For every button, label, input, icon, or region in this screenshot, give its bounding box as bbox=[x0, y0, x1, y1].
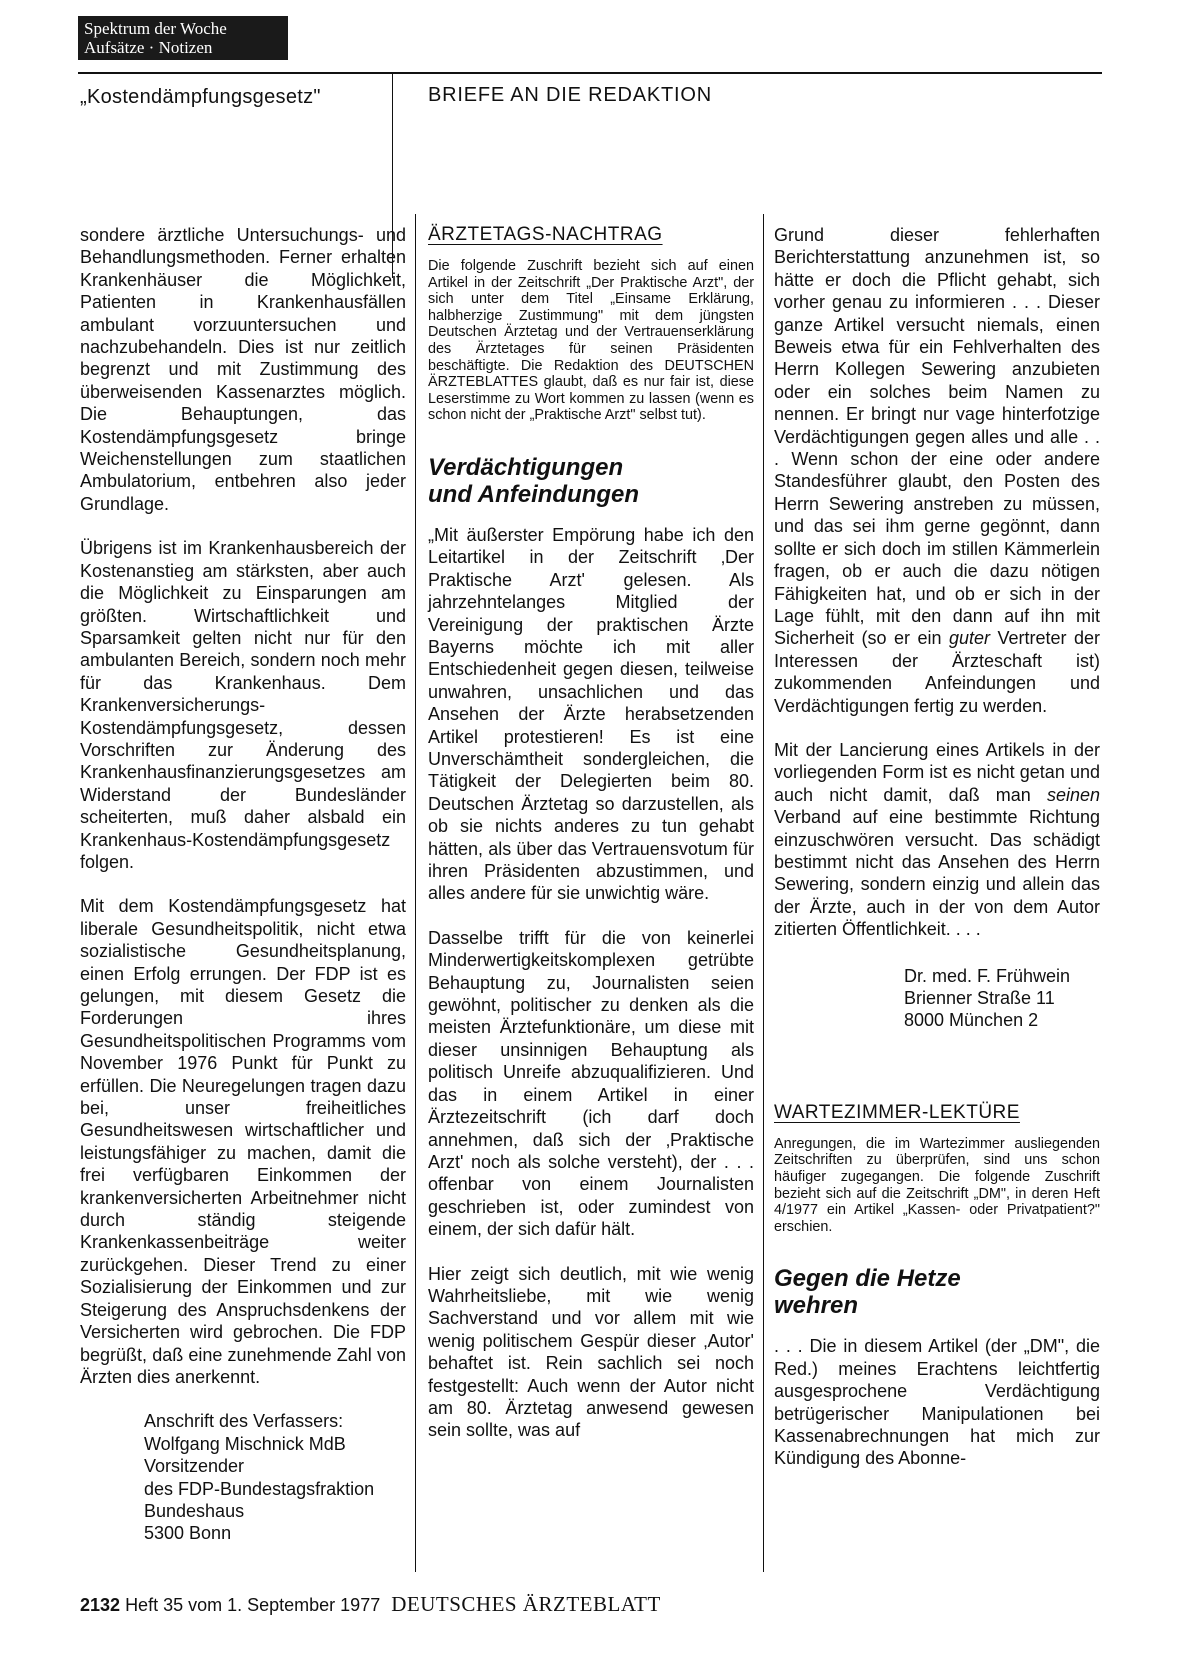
column-2 bbox=[428, 224, 754, 1442]
issue-info: Heft 35 vom 1. September 1977 bbox=[125, 1595, 381, 1615]
text-run: Verband auf eine bestimmte Richtung einzuschwören versucht. Das schädigt bestimmt nicht das Ansehen des Herrn Sewering, sondern einzig und allein das der Ärzte, auch in der von dem Autor zitierten Öffentlichkeit. . . . bbox=[774, 807, 1100, 940]
address-line: Anschrift des Verfassers: bbox=[144, 1411, 344, 1432]
paragraph: Übrigens ist im Krankenhausbereich der Kostenanstieg am stärksten, aber auch die Möglichkeit zu Einsparungen am größten. Wirtschaftlichkeit und Sparsamkeit gelten nicht nur für den ambulanten Bereich, sondern noch mehr für das Krankenhaus. Dem Krankenversicherungs-Kostendämpfungsgesetz, dessen Vorschriften zur Änderung des Krankenhausfinanzierungsgesetzes am Widerstand der Bundesländer scheiterten, muß daher alsbald ein Krankenhaus-Kostendämpfungsgesetz folgen. bbox=[80, 538, 406, 872]
paragraph bbox=[774, 739, 1100, 941]
badge-line-2: Aufsätze · Notizen bbox=[84, 38, 213, 57]
top-rule bbox=[78, 72, 1102, 74]
letter-headline bbox=[428, 454, 754, 508]
text-run: Mit der Lancierung eines Artikels in der vorliegenden Form ist es nicht getan und auch nicht damit, daß man bbox=[774, 739, 1100, 805]
column-3 bbox=[774, 224, 1100, 1470]
headline-line: Verdächtigungen bbox=[428, 453, 624, 481]
paragraph: Dasselbe trifft für die von keinerlei Minderwertigkeitskomplexen getrübte Behauptung zu, Journalisten seien gewöhnt, politischer zu denken als die meisten Ärztefunktionäre, um diese mit dieser unsinnigen Behauptung als politisch Unreife abzuqualifizieren. Und das in einem Artikel in einer Ärztezeitschrift (ich darf doch annehmen, daß sich der ‚Praktische Arzt' noch als solche versteht), der . . . offenbar von einem Journalisten geschrieben ist, oder zumindest von einem, der sich dafür hält. bbox=[428, 927, 754, 1240]
editor-intro: Anregungen, die im Wartezimmer ausliegenden Zeitschriften zu überprüfen, sind uns schon häufiger zugegangen. Die folgende Zuschrift bezieht sich auf die Zeitschrift „DM", in deren Heft 4/1977 ein Artikel „Kassen- oder Privatpatient?" erschien. bbox=[774, 1135, 1100, 1235]
author-address bbox=[80, 1410, 406, 1544]
section-heading: BRIEFE AN DIE REDAKTION bbox=[428, 84, 713, 106]
paragraph: „Mit äußerster Empörung habe ich den Leitartikel in der Zeitschrift ‚Der Praktische Arzt' gelesen. Als jahrzehntelanges Mitglied der Vereinigung der praktischen Ärzte Bayerns möchte ich mit aller Entschiedenheit gegen diesen, teilweise unwahren, unsachlichen und das Ansehen der Ärzte herabsetzenden Artikel protestieren! Es ist eine Unverschämtheit sondergleichen, die Tätigkeit der Delegierten beim 80. Deutschen Ärztetag so darzustellen, als ob sie nichts anderes zu tun gehabt hätten, als über das Vertrauensvotum für ihren Präsidenten abzustimmen, und alles andere für sie unwichtig wäre. bbox=[428, 524, 754, 904]
column-rule-1 bbox=[415, 214, 416, 1572]
text-run: Vertreter der Interessen der Ärzteschaft ist) zukommenden Anfeindungen und Verdächtigungen fertig zu werden. bbox=[774, 628, 1101, 716]
column-rule-2 bbox=[763, 214, 764, 1572]
badge-line-1: Spektrum der Woche bbox=[84, 19, 227, 38]
page-number: 2132 bbox=[80, 1595, 121, 1615]
page-footer bbox=[80, 1592, 661, 1617]
paragraph: Hier zeigt sich deutlich, mit wie wenig Wahrheitsliebe, mit wie wenig Sachverstand und vor allem mit wie wenig politischem Gespür dieser ‚Autor' behaftet ist. Rein sachlich sei noch festgestellt: Auch wenn der Autor nicht am 80. Ärztetag anwesend gewesen sein sollte, was auf bbox=[428, 1263, 754, 1441]
paragraph: . . . Die in diesem Artikel (der „DM", die Red.) meines Erachtens leichtfertig ausgesprochene Verdächtigung betrügerischer Manipulationen bei Kassenabrechnungen hat mich zur Kündigung des Abonne- bbox=[774, 1336, 1100, 1469]
signature-line: Dr. med. F. Frühwein bbox=[904, 965, 1071, 986]
address-line: Vorsitzender bbox=[144, 1456, 245, 1477]
signature-line: Brienner Straße 11 bbox=[904, 988, 1055, 1008]
article-kicker: „Kostendämpfungsgesetz" bbox=[80, 86, 321, 108]
address-line: 5300 Bonn bbox=[144, 1523, 232, 1544]
paragraph: sondere ärztliche Untersuchungs- und Behandlungsmethoden. Ferner erhalten Krankenhäuser die Möglichkeit, Patienten in Krankenhausfällen ambulant vorzuuntersuchen und nachzubehandeln. Dies ist nur zeitlich begrenzt und mit Zustimmung des überweisenden Kassenarztes möglich. Die Behauptungen, das Kostendämpfungsgesetz bringe Weichenstellungen zum staatlichen Ambulatorium, entbehren also jeder Grundlage. bbox=[80, 225, 406, 514]
section-title: ÄRZTETAGS-NACHTRAG bbox=[428, 224, 663, 245]
headline-line: wehren bbox=[774, 1292, 859, 1320]
emphasis: guter bbox=[948, 628, 991, 649]
paragraph: Mit dem Kostendämpfungsgesetz hat liberale Gesundheitspolitik, nicht etwa sozialistische Gesundheitsplanung, einen Erfolg errungen. Der FDP ist es gelungen, mit diesem Gesetz die Forderungen ihres Gesundheitspolitischen Programms vom November 1976 Punkt für Punkt zu erfüllen. Die Neuregelungen tragen dazu bei, unser freiheitliches Gesundheitswesen wirtschaftlicher und leistungsfähiger zu machen, damit die frei verfügbaren Einkommen der krankenversicherten Arbeitnehmer nicht durch ständig steigende Krankenkassenbeiträge weiter zurückgehen. Dieser Trend zu einer Sozialisierung der Einkommen und zur Steigerung des Anspruchsdenkens der Versicherten wird gebrochen. Die FDP begrüßt, daß eine zunehmende Zahl von Ärzten dies anerkennt. bbox=[80, 896, 406, 1387]
address-line: des FDP-Bundestagsfraktion bbox=[144, 1478, 375, 1499]
headline-line: und Anfeindungen bbox=[428, 480, 640, 508]
section-title: WARTEZIMMER-LEKTÜRE bbox=[774, 1101, 1020, 1123]
journal-name: DEUTSCHES ÄRZTEBLATT bbox=[391, 1592, 661, 1616]
address-line: Bundeshaus bbox=[144, 1500, 245, 1521]
headline-line: Gegen die Hetze bbox=[774, 1265, 961, 1293]
column-1 bbox=[80, 224, 406, 1545]
address-line: Wolfgang Mischnick MdB bbox=[144, 1433, 346, 1454]
paragraph bbox=[774, 224, 1100, 717]
section-badge bbox=[78, 16, 288, 60]
editor-intro: Die folgende Zuschrift bezieht sich auf einen Artikel in der Zeitschrift „Der Praktische Arzt", der sich unter dem Titel „Einsame Erklärung, halbherzige Zustimmung" mit dem jüngsten Deutschen Ärztetag und der Vertrauenserklärung des Ärztetages für seinen Präsidenten beschäftigte. Die Redaktion des DEUTSCHEN ÄRZTEBLATTES glaubt, daß es nur fair ist, diese Leserstimme zu Wort kommen zu lassen (wenn es schon nicht der „Praktische Arzt" selbst tut). bbox=[428, 258, 754, 424]
text-run: Grund dieser fehlerhaften Berichterstattung anzunehmen ist, so hätte er doch die Pflicht gehabt, sich vorher genau zu informieren . . . Dieser ganze Artikel versucht niemals, einen Beweis etwa für ein Fehlverhalten des Herrn Kollegen Sewering anzubieten oder ein solches beim Namen zu nennen. Er bringt nur vage hinterfotzige Verdächtigungen gegen alles und alle . . . Wenn schon der eine oder andere Standesführer glaubt, den Posten des Herrn Sewering anstreben zu müssen, und das sei ihm gerne gegönnt, dann sollte er sich doch im stillen Kämmerlein fragen, ob er auch die dazu nötigen Fähigkeiten hat, und ob er sich in der Lage fühlt, mit den dann auf ihn mit Sicherheit (so er ein bbox=[774, 225, 1100, 649]
emphasis: seinen bbox=[1046, 784, 1100, 805]
letter-signature bbox=[774, 965, 1100, 1032]
letter-headline bbox=[774, 1265, 1100, 1319]
signature-line: 8000 München 2 bbox=[904, 1010, 1039, 1031]
spacer bbox=[774, 1032, 1100, 1102]
